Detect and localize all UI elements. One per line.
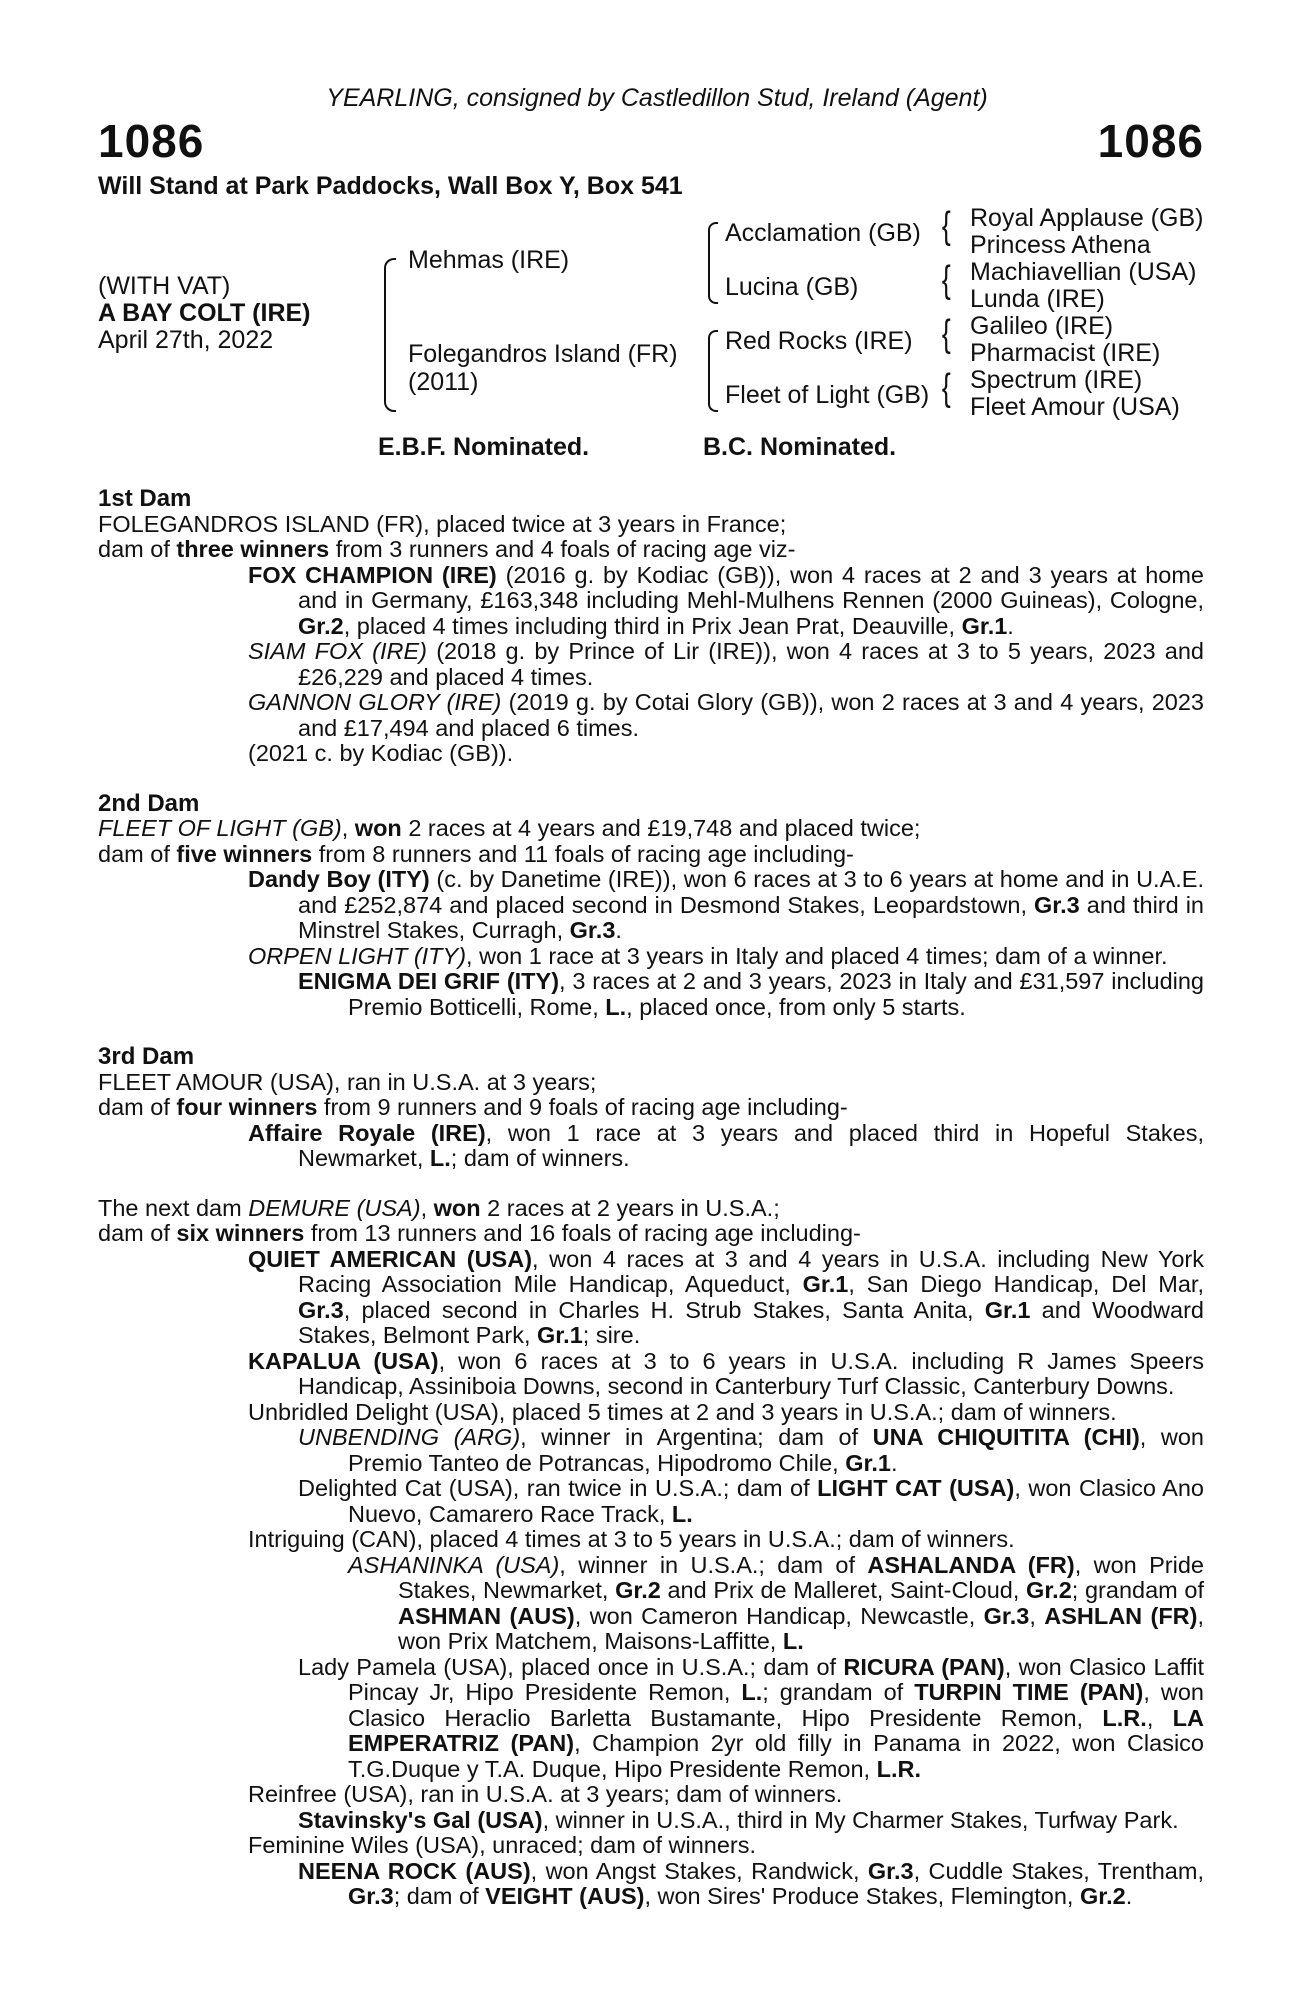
produce-unbending: UNBENDING (ARG), winner in Argentina; dam of UNA CHIQUITITA (CHI), won Premio Tanteo de Potrancas, Hipodromo Chile, Gr.1. xyxy=(298,1424,1204,1476)
produce-enigma-dei-grif: ENIGMA DEI GRIF (ITY), 3 races at 2 and 3 years, 2023 in Italy and £31,597 including Premio Botticelli, Rome, L., placed once, from only 5 starts. xyxy=(298,968,1205,1020)
catalogue-body xyxy=(98,486,1204,1910)
pedigree-dam-dam: Fleet of Light (GB) xyxy=(725,381,930,409)
produce-unbridled-delight: Unbridled Delight (USA), placed 5 times at 2 and 3 years in U.S.A.; dam of winners. xyxy=(248,1398,1117,1425)
pedigree-dsd: Pharmacist (IRE) xyxy=(970,339,1161,367)
stand-location: Will Stand at Park Paddocks, Wall Box Y, Box 541 xyxy=(98,172,683,200)
brace-dd: { xyxy=(941,367,951,409)
pedigree-sire-sire: Acclamation (GB) xyxy=(725,219,921,247)
produce-feminine-wiles: Feminine Wiles (USA), unraced; dam of winners. xyxy=(248,1832,757,1858)
produce-ashaninka: ASHANINKA (USA), winner in U.S.A.; dam of ASHALANDA (FR), won Pride Stakes, Newmarket, Gr.2 and Prix de Malleret, Saint-Cloud, Gr.2; grandam of ASHMAN (AUS), won Cameron Handicap, Newcastle, Gr.3, ASHLAN (FR), won Prix Matchem, Maisons-Laffitte, L. xyxy=(348,1551,1204,1654)
produce-kapalua: KAPALUA (USA), won 6 races at 3 to 6 years in U.S.A. including R James Speers Handicap, Assiniboia Downs, second in Canterbury Turf Classic, Canterbury Downs. xyxy=(248,1347,1204,1399)
pedigree-brace-sire xyxy=(708,222,718,304)
pedigree-sire: Mehmas (IRE) xyxy=(408,246,570,274)
produce-delighted-cat: Delighted Cat (USA), ran twice in U.S.A.; dam of LIGHT CAT (USA), won Clasico Ano Nuevo, Camarero Race Track, L. xyxy=(298,1475,1204,1527)
ebf-nominated: E.B.F. Nominated. xyxy=(378,433,590,461)
pedigree-dam-year: (2011) xyxy=(408,368,479,396)
pedigree-sire-dam: Lucina (GB) xyxy=(725,273,859,301)
produce-neena-rock: NEENA ROCK (AUS), won Angst Stakes, Randwick, Gr.3, Cuddle Stakes, Trentham, Gr.3; dam of VEIGHT (AUS), won Sires' Produce Stakes, Flemington, Gr.2. xyxy=(298,1857,1204,1909)
pedigree-ddd: Fleet Amour (USA) xyxy=(970,393,1180,421)
pedigree-sds: Machiavellian (USA) xyxy=(970,258,1197,286)
brace-ss: { xyxy=(941,205,951,247)
produce-fox-champion: FOX CHAMPION (IRE) (2016 g. by Kodiac (GB)), won 4 races at 2 and 3 years at home and in Germany, £163,348 including Mehl-Mulhens Rennen (2000 Guineas), Cologne, Gr.2, placed 4 times including third in Prix Jean Prat, Deauville, Gr.1. xyxy=(248,561,1204,639)
first-dam-line: FOLEGANDROS ISLAND (FR), placed twice at 3 years in France; xyxy=(98,510,787,537)
next-dam-produce-line: dam of six winners from 13 runners and 16 foals of racing age including- xyxy=(98,1220,861,1246)
produce-siam-fox: SIAM FOX (IRE) (2018 g. by Prince of Lir (IRE)), won 4 races at 3 to 5 years, 2023 and £26,229 and placed 4 times. xyxy=(248,638,1204,690)
first-dam-produce-line: dam of three winners from 3 runners and 4 foals of racing age viz- xyxy=(98,536,796,562)
lot-number-left: 1086 xyxy=(98,115,205,167)
produce-reinfree: Reinfree (USA), ran in U.S.A. at 3 years; dam of winners. xyxy=(248,1781,843,1807)
produce-dandy-boy: Dandy Boy (ITY) (c. by Danetime (IRE)), won 6 races at 3 to 6 years at home and in U.A.E. and £252,874 and placed second in Desmond Stakes, Leopardstown, Gr.3 and third in Minstrel Stakes, Curragh, Gr.3. xyxy=(248,866,1204,943)
pedigree-dds: Spectrum (IRE) xyxy=(970,366,1143,394)
produce-stavinskys-gal: Stavinsky's Gal (USA), winner in U.S.A., third in My Charmer Stakes, Turfway Park. xyxy=(298,1806,1179,1833)
pedigree-brace-main xyxy=(384,258,396,412)
produce-quiet-american: QUIET AMERICAN (USA), won 4 races at 3 and 4 years in U.S.A. including New York Racing Association Mile Handicap, Aqueduct, Gr.1, San Diego Handicap, Del Mar, Gr.3, placed second in Charles H. Strub Stakes, Santa Anita, Gr.1 and Woodward Stakes, Belmont Park, Gr.1; sire. xyxy=(248,1245,1205,1348)
pedigree-brace-dam xyxy=(708,330,718,412)
pedigree-dss: Galileo (IRE) xyxy=(970,312,1114,340)
bc-nominated: B.C. Nominated. xyxy=(703,433,897,461)
first-dam-heading: 1st Dam xyxy=(98,485,192,512)
lot-number-right: 1086 xyxy=(1097,115,1204,167)
vat-note: (WITH VAT) xyxy=(98,272,231,300)
foaling-date: April 27th, 2022 xyxy=(98,326,274,354)
produce-orpen-light: ORPEN LIGHT (ITY), won 1 race at 3 years in Italy and placed 4 times; dam of a winner. xyxy=(248,942,1168,969)
pedigree-ssd: Princess Athena xyxy=(970,231,1151,259)
brace-ds: { xyxy=(941,313,951,355)
second-dam-line: FLEET OF LIGHT (GB), won 2 races at 4 years and £19,748 and placed twice; xyxy=(98,815,921,841)
consignor-line: YEARLING, consigned by Castledillon Stud, Ireland (Agent) xyxy=(326,84,988,112)
pedigree-sdd: Lunda (IRE) xyxy=(970,285,1105,313)
pedigree-dam: Folegandros Island (FR) xyxy=(408,340,678,368)
produce-lady-pamela: Lady Pamela (USA), placed once in U.S.A.; dam of RICURA (PAN), won Clasico Laffit Pincay Jr, Hipo Presidente Remon, L.; grandam of TURPIN TIME (PAN), won Clasico Heraclio Barletta Bustamante, Hipo Presidente Remon, L.R., LA EMPERATRIZ (PAN), Champion 2yr old filly in Panama in 2022, won Clasico T.G.Duque y T.A. Duque, Hipo Presidente Remon, L.R. xyxy=(298,1653,1204,1782)
produce-gannon-glory: GANNON GLORY (IRE) (2019 g. by Cotai Glory (GB)), won 2 races at 3 and 4 years, 2023 and £17,494 and placed 6 times. xyxy=(248,689,1204,741)
horse-name: A BAY COLT (IRE) xyxy=(98,299,311,327)
pedigree-dam-sire: Red Rocks (IRE) xyxy=(725,327,913,355)
third-dam-heading: 3rd Dam xyxy=(98,1043,195,1070)
produce-intriguing: Intriguing (CAN), placed 4 times at 3 to 5 years in U.S.A.; dam of winners. xyxy=(248,1526,1015,1552)
brace-sd: { xyxy=(941,259,951,301)
third-dam-produce-line: dam of four winners from 9 runners and 9 foals of racing age including- xyxy=(98,1094,848,1120)
produce-affaire-royale: Affaire Royale (IRE), won 1 race at 3 years and placed third in Hopeful Stakes, Newmarket, L.; dam of winners. xyxy=(248,1119,1204,1171)
next-dam-line: The next dam DEMURE (USA), won 2 races at 2 years in U.S.A.; xyxy=(98,1194,780,1221)
third-dam-line: FLEET AMOUR (USA), ran in U.S.A. at 3 years; xyxy=(98,1068,597,1095)
second-dam-produce-line: dam of five winners from 8 runners and 11 foals of racing age including- xyxy=(98,840,854,867)
produce-2021-colt: (2021 c. by Kodiac (GB)). xyxy=(248,740,514,766)
second-dam-heading: 2nd Dam xyxy=(98,789,200,817)
pedigree-sss: Royal Applause (GB) xyxy=(970,204,1204,232)
